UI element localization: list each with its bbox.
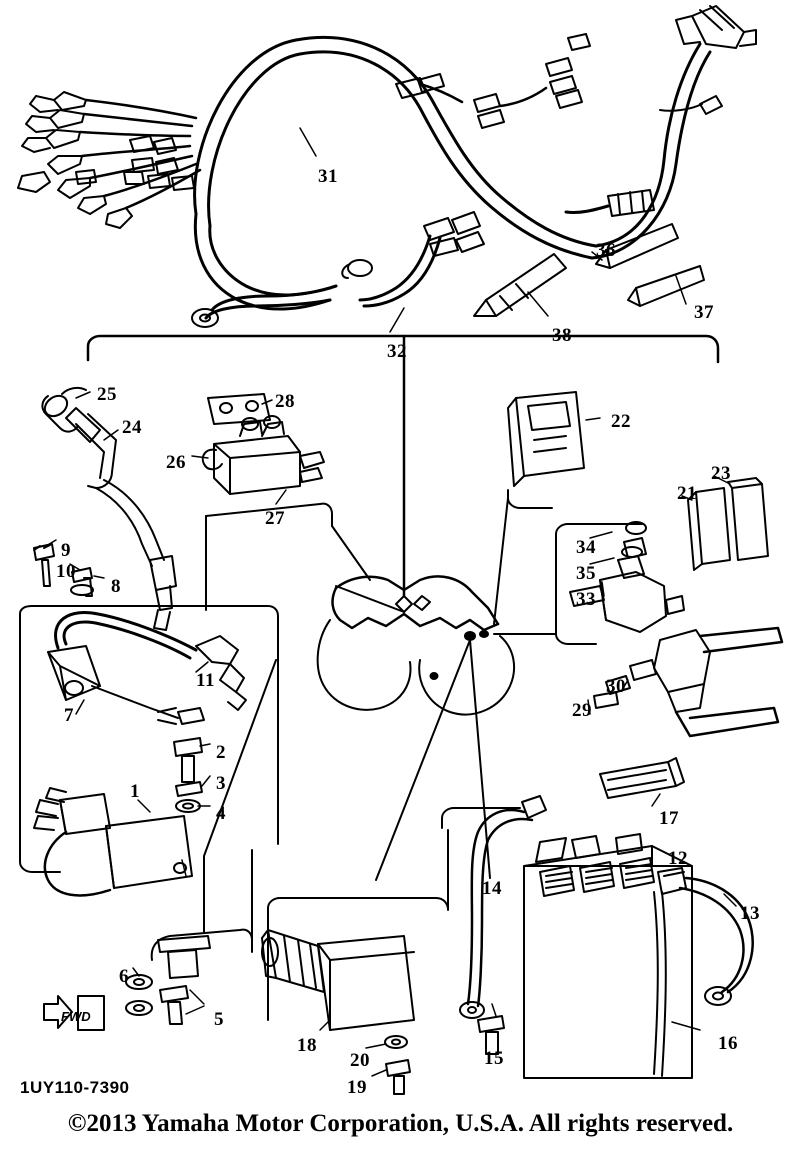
callout-7: 7 [64, 705, 74, 726]
callout-11: 11 [196, 670, 215, 691]
callout-29: 29 [572, 700, 592, 721]
callout-22: 22 [611, 411, 631, 432]
callout-26: 26 [166, 452, 186, 473]
callout-16: 16 [718, 1033, 738, 1054]
callout-36: 36 [596, 240, 616, 261]
callout-25: 25 [97, 384, 117, 405]
callout-24: 24 [122, 417, 142, 438]
callout-8: 8 [111, 576, 121, 597]
callout-12: 12 [668, 848, 688, 869]
callout-27: 27 [265, 508, 285, 529]
callout-5: 5 [214, 1009, 224, 1030]
callout-1: 1 [130, 781, 140, 802]
callout-34: 34 [576, 537, 596, 558]
callout-2: 2 [216, 742, 226, 763]
callout-15: 15 [484, 1048, 504, 1069]
callout-33: 33 [576, 589, 596, 610]
callout-32: 32 [387, 341, 407, 362]
callout-9: 9 [61, 540, 71, 561]
callout-14: 14 [482, 878, 502, 899]
fwd-direction-indicator [38, 1000, 108, 1038]
callout-6: 6 [119, 966, 129, 987]
callout-17: 17 [659, 808, 679, 829]
part-number-label: 1UY110-7390 [20, 1078, 130, 1097]
copyright-notice: ©2013 Yamaha Motor Corporation, U.S.A. All rights reserved. [67, 1110, 734, 1137]
callout-18: 18 [297, 1035, 317, 1056]
callout-30: 30 [606, 676, 626, 697]
fwd-label-text: FWD [61, 1009, 91, 1024]
callout-19: 19 [347, 1077, 367, 1098]
callout-20: 20 [350, 1050, 370, 1071]
callout-35: 35 [576, 563, 596, 584]
callout-38: 38 [552, 325, 572, 346]
callout-23: 23 [711, 463, 731, 484]
callout-10: 10 [56, 561, 76, 582]
callout-21: 21 [677, 483, 697, 504]
callout-4: 4 [216, 803, 226, 824]
callout-31: 31 [318, 166, 338, 187]
callout-13: 13 [740, 903, 760, 924]
callout-37: 37 [694, 302, 714, 323]
callout-3: 3 [216, 773, 226, 794]
callout-28: 28 [275, 391, 295, 412]
